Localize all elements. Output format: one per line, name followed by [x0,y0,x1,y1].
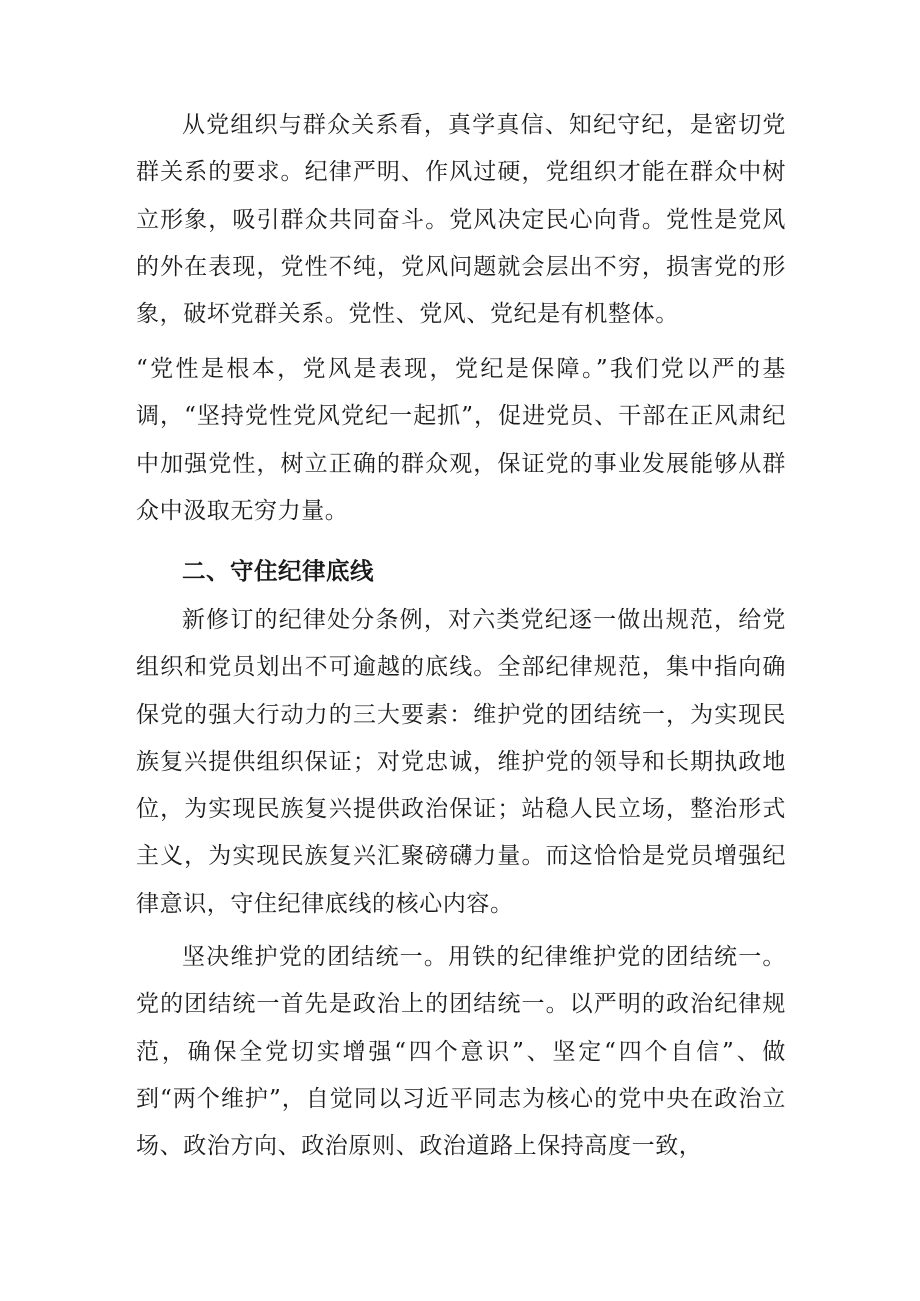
paragraph-party-unity: 坚决维护党的团结统一。用铁的纪律维护党的团结统一。党的团结统一首先是政治上的团结统一。以严明的政治纪律规范，确保全党切实增强“四个意识”、坚定“四个自信”、做到“两个维护”，自觉同以习近平同志为核心的党中央在政治立场、政治方向、政治原则、政治道路上保持高度一致， [136,944,786,1160]
paragraph-party-spirit-quote: “党性是根本，党风是表现，党纪是保障。”我们党以严的基调，“坚持党性党风党纪一起抓”，促进党员、干部在正风肃纪中加强党性，树立正确的群众观，保证党的事业发展能够从群众中汲取无穷力量。 [136,356,786,524]
paragraph-party-masses-relation: 从党组织与群众关系看，真学真信、知纪守纪，是密切党群关系的要求。纪律严明、作风过硬，党组织才能在群众中树立形象，吸引群众共同奋斗。党风决定民心向背。党性是党风的外在表现，党性不纯，党风问题就会层出不穷，损害党的形象，破坏党群关系。党性、党风、党纪是有机整体。 [136,112,786,328]
section-heading: 二、守住纪律底线 [182,557,374,585]
paragraph-disciplinary-regulations: 新修订的纪律处分条例，对六类党纪逐一做出规范，给党组织和党员划出不可逾越的底线。全部纪律规范，集中指向确保党的强大行动力的三大要素：维护党的团结统一，为实现民族复兴提供组织保证；对党忠诚，维护党的领导和长期执政地位，为实现民族复兴提供政治保证；站稳人民立场，整治形式主义，为实现民族复兴汇聚磅礴力量。而这恰恰是党员增强纪律意识，守住纪律底线的核心内容。 [136,607,786,917]
